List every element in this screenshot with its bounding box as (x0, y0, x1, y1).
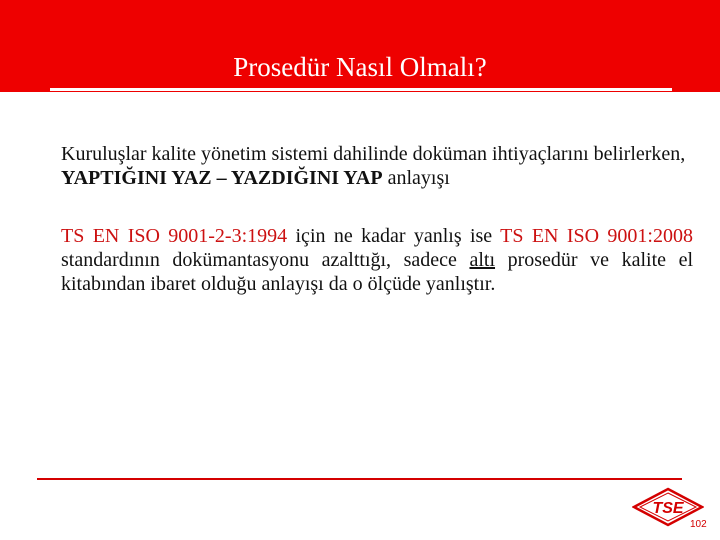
p1-lead: Kuruluşlar kalite yönetim sistemi dahilinde doküman ihtiyaçlarını belirlerken, (61, 143, 686, 165)
paragraph-2 (61, 224, 693, 296)
p1-tail: anlayışı (382, 167, 450, 189)
p2-tail: prosedür ve kalite el kitabından ibaret olduğu anlayışı da o ölçüde yanlıştır. (61, 249, 693, 295)
p2-mid1: için ne kadar yanlış ise (287, 225, 501, 247)
p2-standard-1994: TS EN ISO 9001-2-3:1994 (61, 225, 288, 247)
slide-body (61, 142, 693, 296)
p2-mid2: standardının dokümantasyonu azalttığı, sadece (61, 249, 470, 271)
p1-emphasis: YAPTIĞINI YAZ – YAZDIĞINI YAP (61, 167, 383, 189)
tse-logo-text: TSE (652, 500, 684, 517)
slide-title: Prosedür Nasıl Olmalı? (233, 52, 487, 82)
p2-alti: altı (469, 249, 496, 271)
paragraph-1 (61, 142, 693, 190)
title-underline (50, 88, 672, 91)
footer-rule (37, 478, 682, 480)
page-number: 102 (690, 519, 707, 530)
p2-standard-2008: TS EN ISO 9001:2008 (500, 225, 693, 247)
